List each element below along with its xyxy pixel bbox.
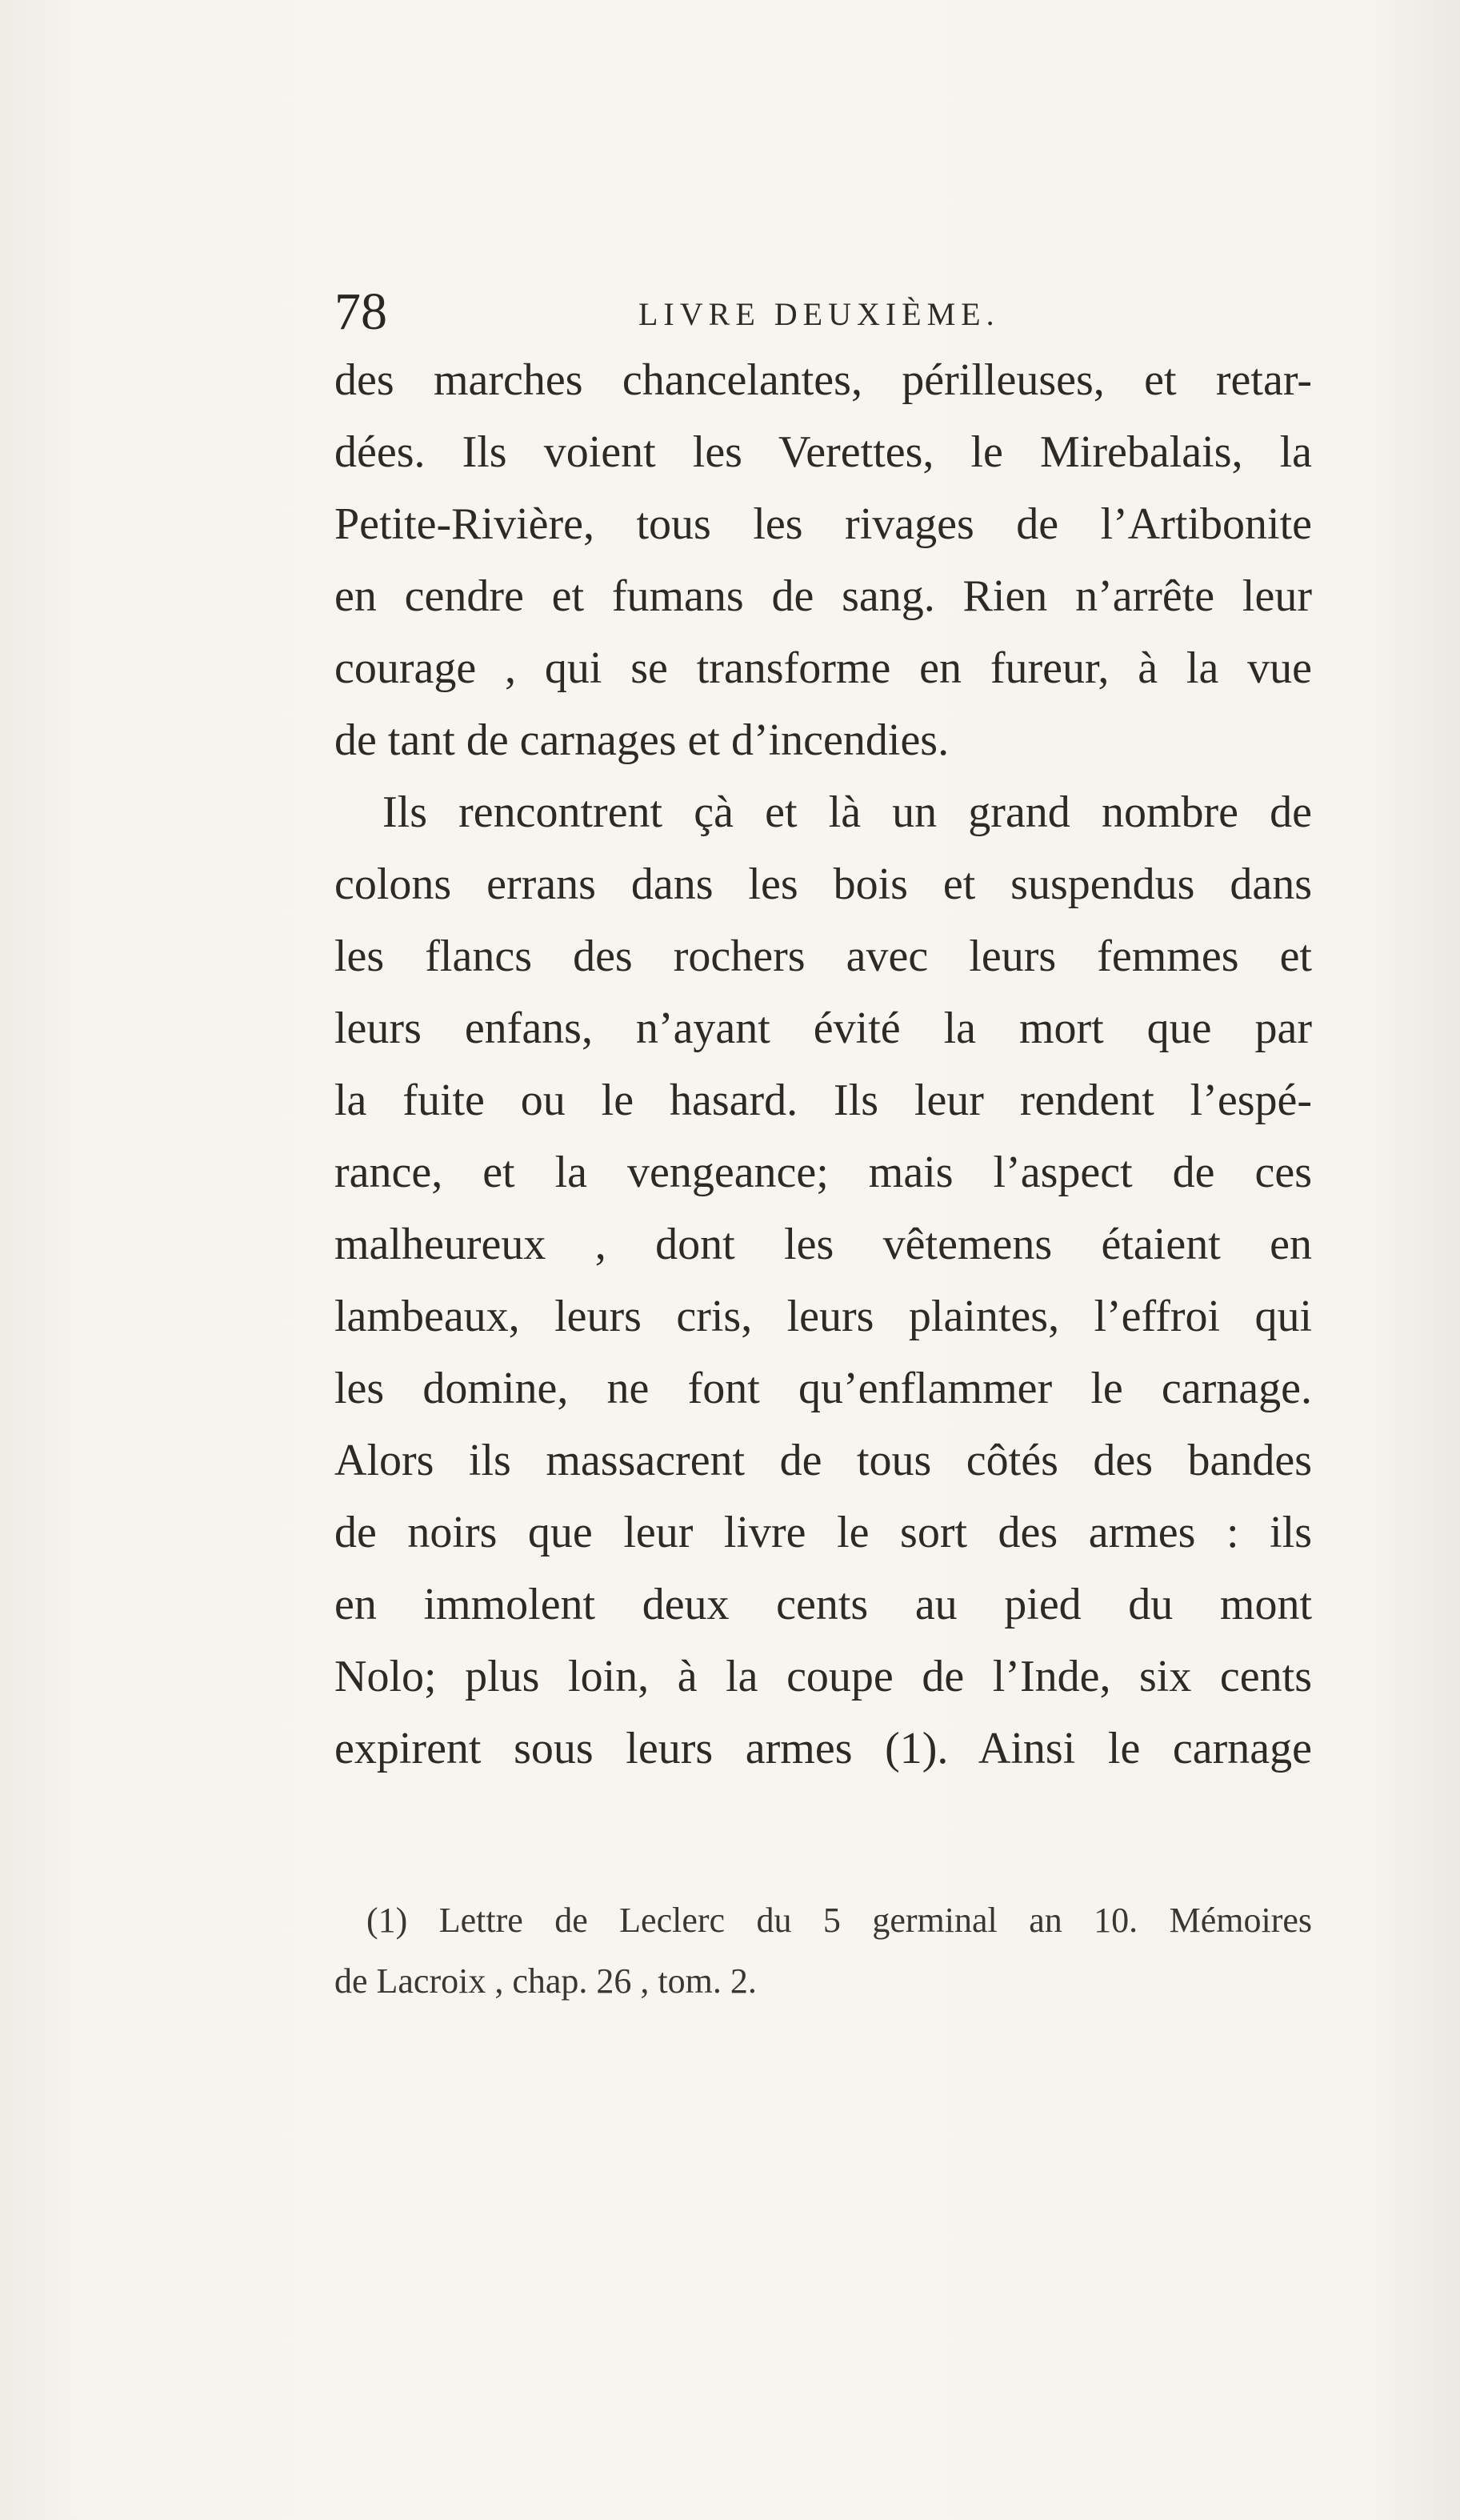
text-line: les domine, ne font qu’enflammer le carnage. — [334, 1364, 1312, 1413]
body-text — [334, 344, 1312, 1785]
text-line: de noirs que leur livre le sort des armes : ils — [334, 1508, 1312, 1557]
footnote-line: de Lacroix , chap. 26 , tom. 2. — [334, 1961, 757, 2001]
text-line: Nolo; plus loin, à la coupe de l’Inde, six cents — [334, 1652, 1312, 1701]
footnote-line: (1) Lettre de Leclerc du 5 germinal an 10. Mémoires — [366, 1901, 1312, 1940]
text-line: des marches chancelantes, périlleuses, et retar- — [334, 355, 1312, 405]
text-line: en immolent deux cents au pied du mont — [334, 1580, 1312, 1629]
text-line: leurs enfans, n’ayant évité la mort que par — [334, 1004, 1312, 1053]
text-line: Alors ils massacrent de tous côtés des bandes — [334, 1436, 1312, 1485]
text-line: malheureux , dont les vêtemens étaient en — [334, 1220, 1312, 1269]
text-line: Petite-Rivière, tous les rivages de l’Artibonite — [334, 499, 1312, 549]
footnotes — [334, 1890, 1312, 2012]
text-line: lambeaux, leurs cris, leurs plaintes, l’effroi qui — [334, 1292, 1312, 1341]
paragraph-start-line: Ils rencontrent çà et là un grand nombre de — [382, 787, 1312, 837]
text-line: rance, et la vengeance; mais l’aspect de ces — [334, 1148, 1312, 1197]
text-line: courage , qui se transforme en fureur, à la vue — [334, 643, 1312, 693]
text-line: la fuite ou le hasard. Ils leur rendent l’espé- — [334, 1076, 1312, 1125]
text-line: dées. Ils voient les Verettes, le Mirebalais, la — [334, 427, 1312, 477]
page-header — [334, 284, 1312, 340]
page-number: 78 — [334, 282, 387, 341]
text-line: en cendre et fumans de sang. Rien n’arrête leur — [334, 571, 1312, 621]
text-line: expirent sous leurs armes (1). Ainsi le carnage — [334, 1724, 1312, 1773]
running-head: LIVRE DEUXIÈME. — [638, 296, 1000, 332]
paragraph-end-line: de tant de carnages et d’incendies. — [334, 715, 950, 765]
text-line: colons errans dans les bois et suspendus dans — [334, 859, 1312, 909]
text-line: les flancs des rochers avec leurs femmes et — [334, 931, 1312, 981]
